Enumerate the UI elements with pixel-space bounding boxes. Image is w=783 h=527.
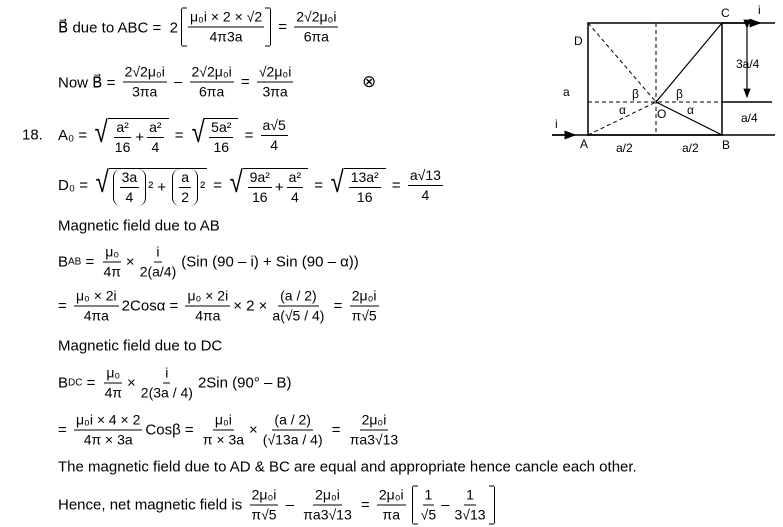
line-b-due-to-abc — [58, 9, 341, 46]
math-text: (Sin (90 – i) + Sin (90 – α)) — [181, 253, 359, 271]
radical-sign: √ — [191, 116, 205, 149]
square-root — [93, 114, 168, 156]
math-text: = — [356, 496, 374, 514]
fraction — [74, 288, 119, 325]
subscript: AB — [68, 256, 82, 268]
math-text: = — [274, 18, 292, 36]
fraction — [74, 412, 142, 449]
math-text: D₀ = — [58, 176, 93, 194]
numerator: 5a² — [209, 119, 233, 138]
numerator: a — [179, 169, 191, 188]
denominator: π × 3a — [202, 431, 245, 448]
denominator: 3πa — [132, 83, 158, 100]
numerator: i — [154, 244, 161, 263]
label-beta-left: β — [632, 87, 639, 101]
fraction — [113, 119, 133, 156]
math-text: – — [169, 73, 187, 91]
denominator: 4π — [103, 263, 121, 280]
square-brackets — [181, 9, 271, 46]
math-text: = — [329, 297, 347, 315]
fraction — [120, 169, 140, 206]
math-text: = — [209, 176, 227, 194]
numerator: 2√2μ₀i — [294, 9, 338, 28]
fraction — [188, 9, 264, 46]
fraction — [248, 169, 272, 206]
label-i-left: i — [555, 117, 558, 131]
parentheses — [113, 169, 147, 206]
math-text: – — [441, 496, 450, 514]
denominator: π√5 — [251, 506, 277, 523]
fraction — [249, 487, 278, 524]
parentheses — [172, 169, 198, 206]
numerator: a² — [114, 119, 130, 138]
numerator: 2μ₀i — [350, 288, 379, 307]
line-b-ab-result — [58, 288, 382, 325]
numerator: a√5 — [261, 117, 288, 136]
fraction — [419, 487, 438, 524]
line-net-field — [58, 487, 498, 524]
label-o: O — [657, 107, 667, 121]
fraction — [179, 169, 191, 206]
line-heading-field-dc — [58, 338, 222, 355]
denominator: 4 — [125, 189, 134, 205]
radicand — [204, 118, 238, 156]
numerator: 2μ₀i — [313, 487, 342, 506]
fraction — [270, 288, 326, 325]
denominator: 2(3a / 4) — [140, 384, 193, 401]
numerator: 2μ₀i — [250, 487, 279, 506]
numerator: 1 — [423, 487, 435, 506]
numerator: μ₀i — [213, 412, 234, 431]
fraction — [201, 412, 246, 449]
numerator: a² — [287, 169, 303, 188]
math-text: Magnetic field due to DC — [58, 337, 223, 355]
fraction — [139, 365, 195, 402]
denominator: (√13a / 4) — [262, 431, 323, 448]
math-text: 2Cosα = — [121, 297, 183, 315]
denominator: 4 — [270, 136, 279, 153]
math-text: × 2 × — [233, 297, 268, 315]
fraction — [103, 365, 124, 402]
line-b-ab-formula — [58, 244, 359, 281]
fraction — [101, 244, 122, 281]
label-i-top: i — [758, 3, 761, 17]
square-brackets — [412, 487, 495, 524]
square-root — [190, 114, 239, 156]
label-c: C — [721, 6, 730, 20]
denominator: 2(a/4) — [139, 263, 177, 280]
math-text: = — [58, 421, 71, 439]
radical-sign: √ — [94, 116, 109, 149]
denominator: 16 — [114, 139, 131, 155]
fraction — [185, 288, 230, 325]
label-d: D — [574, 34, 583, 48]
denominator: 16 — [356, 189, 373, 205]
radicand — [108, 118, 169, 156]
math-text: = — [58, 297, 71, 315]
fraction — [348, 412, 401, 449]
label-beta-right: β — [676, 87, 683, 101]
square-root — [228, 164, 308, 206]
fraction — [408, 167, 443, 204]
denominator: π√5 — [351, 307, 377, 324]
label-b: B — [722, 138, 731, 152]
denominator: πa3√13 — [303, 506, 352, 523]
math-text: × — [125, 253, 135, 271]
label-a-2-right: a/2 — [682, 141, 699, 155]
radicand — [344, 168, 386, 206]
fraction — [261, 412, 325, 449]
radicand — [243, 168, 308, 206]
numerator: μ₀ — [103, 244, 121, 263]
subscript: DC — [68, 377, 83, 389]
denominator: 6πa — [303, 28, 329, 45]
denominator: √5 — [420, 506, 437, 523]
fraction — [261, 117, 288, 154]
denominator: 4 — [421, 186, 430, 203]
denominator: a(√5 / 4) — [272, 307, 325, 324]
math-text: Magnetic field due to AB — [58, 217, 220, 235]
denominator: 3πa — [262, 83, 288, 100]
math-text: = — [82, 374, 100, 392]
label-alpha-right: α — [687, 103, 694, 117]
numerator: (a / 2) — [272, 412, 313, 431]
math-text: = — [236, 73, 254, 91]
label-3a-4: 3a/4 — [736, 57, 760, 71]
denominator: 4 — [291, 189, 299, 205]
math-text: = — [81, 253, 99, 271]
math-text: = — [327, 421, 345, 439]
radicand — [109, 168, 207, 206]
math-text: × — [127, 374, 136, 392]
radical-sign: √ — [330, 166, 345, 199]
circuit-diagram — [530, 0, 783, 160]
fraction — [257, 64, 293, 101]
fraction — [287, 169, 303, 206]
numerator: i — [163, 365, 170, 384]
numerator: (a / 2) — [278, 288, 319, 307]
numerator: 13a² — [349, 169, 381, 188]
numerator: 2μ₀i — [360, 412, 389, 431]
fraction — [190, 64, 234, 101]
math-text: Hence, net magnetic field is — [58, 496, 247, 514]
math-text: = — [170, 126, 188, 144]
label-a-point: A — [580, 137, 589, 151]
math-text: Cosβ = — [145, 421, 198, 439]
numerator: μ₀i × 2 × √2 — [188, 9, 264, 28]
denominator: 4πa — [83, 307, 109, 324]
numerator: a² — [147, 119, 163, 138]
denominator: 4 — [151, 139, 160, 155]
line-b-dc-formula — [58, 365, 291, 402]
math-text: B⃗ due to ABC = 2 — [58, 19, 178, 36]
square-root — [329, 164, 386, 206]
numerator: √2μ₀i — [257, 64, 293, 83]
math-text: – — [281, 496, 299, 514]
fraction — [138, 244, 179, 281]
denominator: 2 — [181, 189, 190, 205]
numerator: μ₀i × 4 × 2 — [74, 412, 142, 431]
into-page-symbol: ⊗ — [362, 72, 377, 91]
numerator: μ₀ × 2i — [74, 288, 119, 307]
fraction — [350, 288, 379, 325]
math-text: + — [274, 179, 284, 196]
numerator: 2√2μ₀i — [190, 64, 234, 83]
fraction — [452, 487, 487, 524]
line-heading-field-ab — [58, 218, 220, 235]
line-b-dc-result — [58, 412, 403, 449]
numerator: μ₀ × 2i — [185, 288, 230, 307]
math-text: The magnetic field due to AD & BC are equal and appropriate hence cancle each other. — [58, 458, 637, 476]
line-now-b — [58, 64, 296, 101]
radical-sign: √ — [95, 166, 109, 199]
denominator: 4π × 3a — [83, 431, 133, 448]
math-text: = — [240, 126, 258, 144]
denominator: 16 — [213, 139, 230, 155]
math-text: B — [58, 374, 69, 392]
denominator: 4π — [104, 384, 123, 401]
line-a0-distance — [58, 114, 291, 156]
math-text: ² + — [148, 179, 171, 196]
math-text: = — [310, 176, 328, 194]
denominator: πa3√13 — [349, 431, 399, 448]
denominator: 4π3a — [209, 28, 243, 45]
numerator: 2√2μ₀i — [123, 64, 167, 83]
fraction — [147, 119, 163, 156]
radical-sign: √ — [229, 166, 244, 199]
math-text: ² — [200, 179, 206, 196]
math-text: Now B⃗ = — [58, 74, 120, 91]
denominator: 3√13 — [454, 506, 486, 523]
fraction — [294, 9, 338, 46]
math-text: 2Sin (90° – B) — [197, 374, 292, 392]
fraction — [349, 169, 381, 206]
denominator: 6πa — [199, 83, 225, 100]
numerator: 2μ₀i — [377, 487, 406, 506]
fraction — [123, 64, 167, 101]
question-number: 18. — [22, 126, 43, 144]
numerator: 3a — [120, 169, 140, 188]
fraction — [209, 119, 233, 156]
label-a-2-left: a/2 — [616, 141, 633, 155]
denominator: 4πa — [195, 307, 221, 324]
math-text: = — [387, 176, 405, 194]
line-d0-distance — [58, 164, 446, 206]
math-text: B — [58, 253, 69, 271]
numerator: 1 — [464, 487, 476, 506]
label-a: a — [563, 85, 570, 99]
numerator: μ₀ — [104, 365, 122, 384]
numerator: a√13 — [408, 167, 443, 186]
line-cancel-note — [58, 459, 637, 476]
denominator: 16 — [252, 189, 268, 205]
math-text: A₀ = — [58, 126, 92, 144]
math-text: + — [135, 129, 145, 146]
square-loop — [588, 23, 722, 135]
square-root — [94, 164, 207, 206]
denominator: πa — [382, 506, 400, 523]
fraction — [377, 487, 406, 524]
label-alpha-left: α — [619, 103, 626, 117]
numerator: 9a² — [248, 169, 272, 188]
label-a-4: a/4 — [741, 111, 758, 125]
math-text: × — [249, 421, 258, 439]
fraction — [301, 487, 354, 524]
